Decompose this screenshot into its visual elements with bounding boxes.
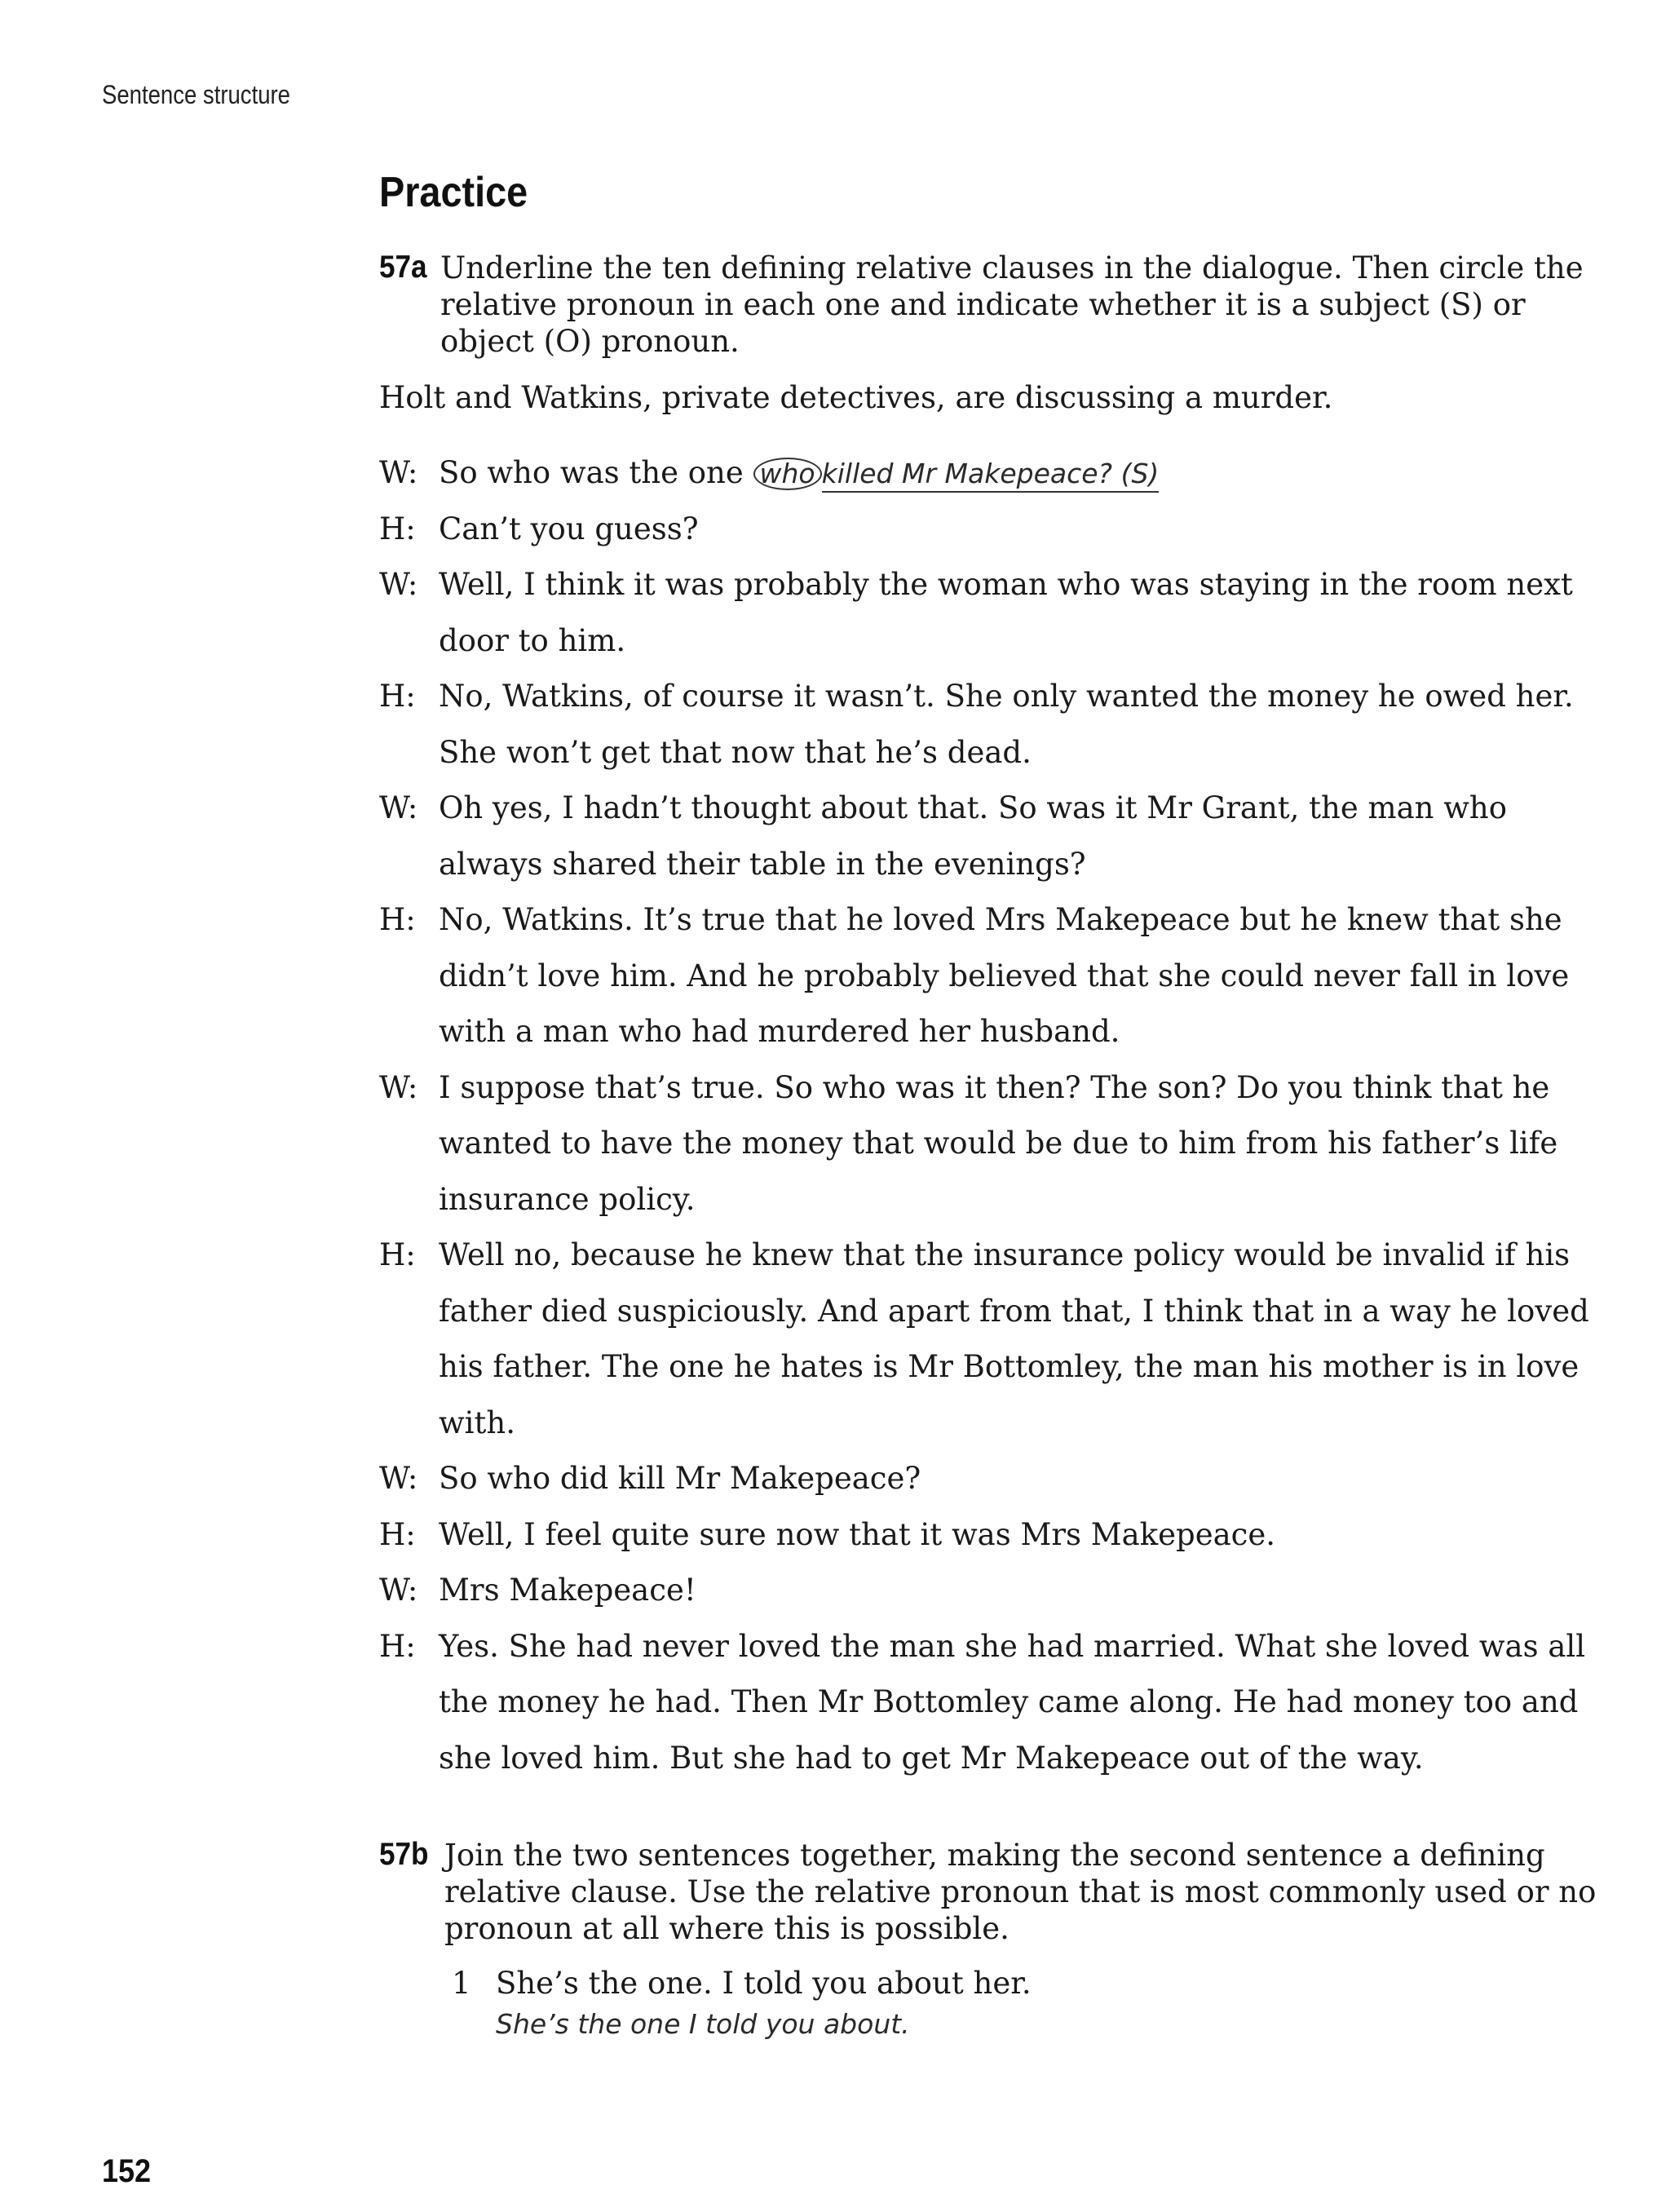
dialogue-intro: Holt and Watkins, private detectives, are discussing a murder. (379, 380, 1333, 415)
page-number: 152 (102, 2153, 152, 2189)
speech-text: didn’t love him. And he probably believed that she could never fall in love (439, 958, 1570, 993)
speech-text: No, Watkins, of course it wasn’t. She only wanted the money he owed her. (439, 679, 1574, 714)
speech-text: father died suspiciously. And apart from that, I think that in a way he loved (439, 1293, 1589, 1329)
instruction-line: Underline the ten defining relative clauses in the dialogue. Then circle the (440, 250, 1584, 285)
speech-text: she loved him. But she had to get Mr Makepeace out of the way. (439, 1740, 1424, 1776)
speech-text: Well, I feel quite sure now that it was Mrs Makepeace. (439, 1516, 1276, 1552)
dialogue-line (379, 902, 1562, 958)
dialogue-line (379, 567, 1573, 623)
dialogue-line (379, 623, 1553, 679)
speech-text: door to him. (439, 622, 626, 658)
exercise-a-number: 57a (379, 250, 427, 285)
exercise-a-instructions (440, 250, 1584, 360)
instruction-line: Join the two sentences together, making the second sentence a defining (444, 1838, 1545, 1873)
speech-text: I suppose that’s true. So who was it then? The son? Do you think that he (439, 1069, 1550, 1105)
dialogue-line (379, 1741, 1553, 1797)
dialogue-line (379, 1349, 1579, 1405)
dialogue (379, 455, 1589, 1796)
speech-text: No, Watkins. It’s true that he loved Mrs Makepeace but he knew that she (439, 902, 1562, 937)
instruction-line: pronoun at all where this is possible. (444, 1911, 1010, 1946)
item-number: 1 (452, 1966, 471, 2001)
dialogue-line (379, 1070, 1553, 1126)
speaker-label: W: (379, 1069, 418, 1105)
speech-text: with a man who had murdered her husband. (439, 1014, 1120, 1049)
speaker-label: H: (379, 1516, 416, 1552)
dialogue-line (379, 1684, 1579, 1741)
dialogue-line (379, 1182, 1553, 1238)
dialogue-line (379, 1014, 1553, 1070)
speech-text: Can’t you guess? (439, 511, 699, 546)
speaker-label: W: (379, 1461, 418, 1496)
dialogue-line (379, 679, 1574, 735)
dialogue-line (379, 735, 1553, 791)
dialogue-line (379, 1628, 1586, 1685)
speech-text: Well, I think it was probably the woman who was staying in the room next (439, 567, 1573, 602)
dialogue-line (379, 1126, 1558, 1182)
section-title: Practice (379, 169, 528, 216)
dialogue-line (379, 1573, 1553, 1629)
dialogue-line (379, 1237, 1571, 1294)
speech-text: always shared their table in the evenings? (439, 846, 1086, 882)
dialogue-line (379, 1517, 1553, 1573)
speech-text: So who did kill Mr Makepeace? (439, 1461, 921, 1496)
speaker-label: H: (379, 511, 416, 546)
speech-text: with. (439, 1405, 515, 1440)
speech-text: insurance policy. (439, 1181, 696, 1217)
dialogue-line (379, 1293, 1589, 1350)
speaker-label: W: (379, 567, 418, 602)
speech-text: his father. The one he hates is Mr Bottomley, the man his mother is in love (439, 1349, 1579, 1384)
pronoun-type-mark: (S) (1120, 458, 1160, 489)
speaker-label: W: (379, 790, 418, 825)
speech-text: wanted to have the money that would be due to him from his father’s life (439, 1126, 1558, 1161)
item-prompt: She’s the one. I told you about her. (496, 1966, 1032, 2001)
exercise-b-instructions (444, 1837, 1596, 1947)
exercise-b-number: 57b (379, 1837, 429, 1872)
speech-text: Yes. She had never loved the man she had married. What she loved was all (439, 1628, 1586, 1664)
speaker-label: H: (379, 679, 416, 714)
instruction-line: object (O) pronoun. (440, 324, 740, 359)
underlined-clause (822, 458, 1160, 493)
dialogue-line (379, 511, 1553, 568)
speaker-label: W: (379, 1573, 418, 1608)
speech-plain: So who was the one (439, 455, 744, 490)
dialogue-line (379, 790, 1553, 847)
dialogue-line (379, 1405, 1553, 1462)
dialogue-line (379, 455, 1553, 511)
speech-text: Well no, because he knew that the insurance policy would be invalid if his (439, 1237, 1571, 1272)
running-header: Sentence structure (102, 80, 290, 109)
speech-text (439, 455, 1159, 490)
speech-text: She won’t get that now that he’s dead. (439, 734, 1032, 770)
instruction-line: relative pronoun in each one and indicate whether it is a subject (S) or (440, 287, 1526, 322)
speaker-label: H: (379, 902, 416, 937)
item-answer: She’s the one I told you about. (496, 2008, 910, 2040)
instruction-line: relative clause. Use the relative pronoun that is most commonly used or no (444, 1874, 1597, 1909)
speaker-label: H: (379, 1237, 416, 1272)
clause-text: killed Mr Makepeace? (821, 458, 1113, 489)
speech-text: the money he had. Then Mr Bottomley came along. He had money too and (439, 1684, 1579, 1719)
circled-pronoun: who (753, 458, 822, 490)
speech-text: Mrs Makepeace! (439, 1573, 696, 1608)
dialogue-line (379, 958, 1570, 1015)
speaker-label: W: (379, 455, 418, 490)
speaker-label: H: (379, 1628, 416, 1664)
dialogue-line (379, 847, 1553, 903)
speech-text: Oh yes, I hadn’t thought about that. So was it Mr Grant, the man who (439, 790, 1508, 825)
dialogue-line (379, 1461, 1553, 1517)
